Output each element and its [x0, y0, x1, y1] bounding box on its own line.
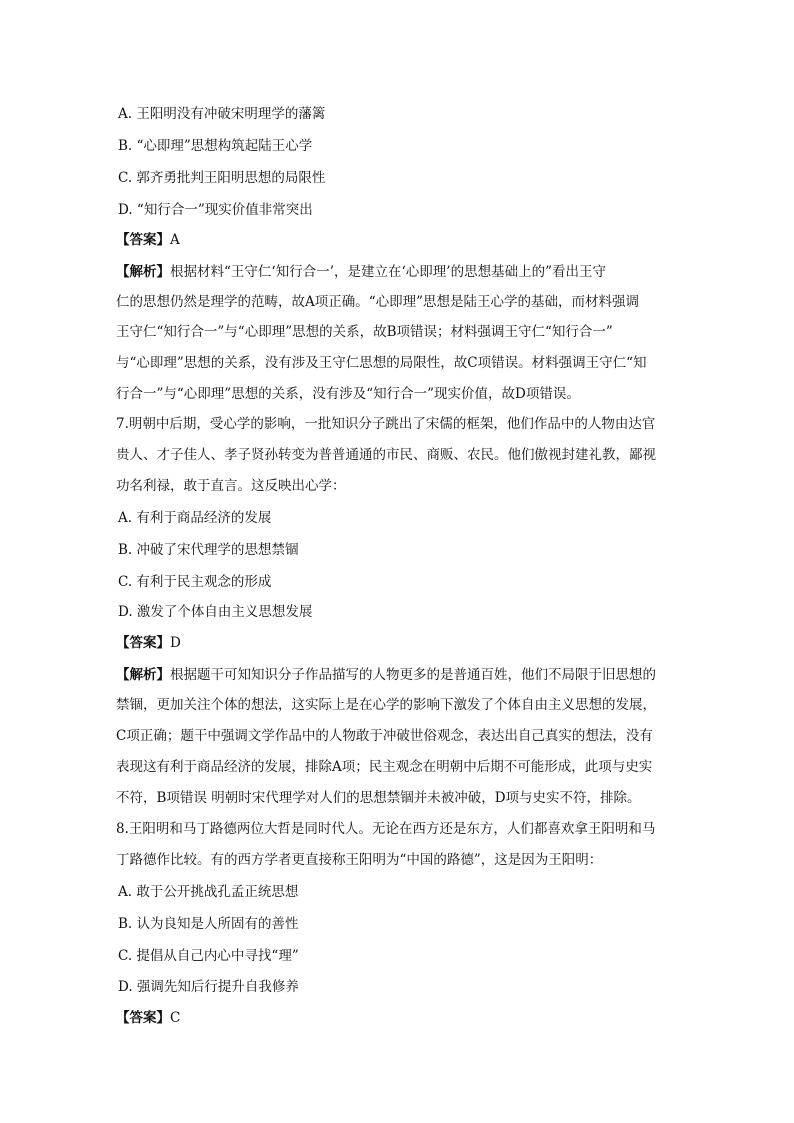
- answer-value: A: [170, 232, 180, 248]
- q7-option-c: C. 有利于民主观念的形成: [118, 574, 272, 590]
- q6-option-d: D. “知行合一”现实价值非常突出: [118, 202, 313, 218]
- q7-option-b: B. 冲破了宋代理学的思想禁锢: [118, 542, 299, 558]
- q8-option-b: B. 认为良知是人所固有的善性: [118, 916, 299, 932]
- q7-analysis-line: 表现这有利于商品经济的发展，排除A项；民主观念在明朝中后期不可能形成，此项与史实: [116, 759, 653, 775]
- q7-stem-line: 贵人、才子佳人、孝子贤孙转变为普普通通的市民、商贩、农民。他们傲视封建礼教，鄙视: [116, 447, 656, 463]
- q6-answer: [116, 230, 676, 250]
- q6-analysis-line: [116, 262, 676, 282]
- q7-option-d: D. 激发了个体自由主义思想发展: [118, 604, 313, 620]
- analysis-text: 根据题干可知知识分子作品描写的人物更多的是普通百姓，他们不局限于旧思想的: [170, 667, 656, 683]
- answer-value: D: [170, 635, 181, 651]
- q8-stem-line: 8.王阳明和马丁路德两位大哲是同时代人。无论在西方还是东方，人们都喜欢拿王阳明和马: [116, 821, 656, 837]
- answer-label: 【答案】: [116, 232, 170, 248]
- q8-option-c: C. 提倡从自己内心中寻找“理”: [118, 948, 299, 964]
- q6-analysis-line: 与“心即理”思想的关系，没有涉及王守仁思想的局限性，故C项错误。材料强调王守仁“知: [116, 355, 647, 371]
- analysis-label: 【解析】: [116, 667, 170, 683]
- q8-option-d: D. 强调先知后行提升自我修养: [118, 979, 299, 995]
- analysis-label: 【解析】: [116, 264, 170, 280]
- answer-label: 【答案】: [116, 1010, 170, 1026]
- answer-label: 【答案】: [116, 635, 170, 651]
- q7-option-a: A. 有利于商品经济的发展: [118, 510, 272, 526]
- q6-option-a: A. 王阳明没有冲破宋明理学的藩篱: [118, 106, 326, 122]
- q7-analysis-line: 不符，B项错误 明朝时宋代理学对人们的思想禁锢并未被冲破，D项与史实不符，排除。: [116, 790, 641, 806]
- q6-option-c: C. 郭齐勇批判王阳明思想的局限性: [118, 170, 326, 186]
- q7-analysis-line: 禁锢，更加关注个体的想法，这实际上是在心学的影响下激发了个体自由主义思想的发展，: [116, 697, 656, 713]
- q8-option-a: A. 敢于公开挑战孔孟正统思想: [118, 884, 299, 900]
- q7-answer: [116, 633, 676, 653]
- answer-value: C: [170, 1010, 181, 1026]
- q8-answer: [116, 1008, 676, 1028]
- q6-option-b: B. “心即理”思想构筑起陆王心学: [118, 138, 313, 154]
- q7-analysis-line: C项正确；题干中强调文学作品中的人物敢于冲破世俗观念，表达出自己真实的想法，没有: [116, 728, 653, 744]
- q6-analysis-line: 仁的思想仍然是理学的范畴，故A项正确。“心即理”思想是陆王心学的基础，而材料强调: [116, 294, 640, 310]
- q6-analysis-line: 王守仁“知行合一”与“心即理”思想的关系，故B项错误；材料强调王守仁“知行合一”: [116, 324, 613, 340]
- q7-analysis-line: [116, 665, 676, 685]
- analysis-text: 根据材料“王守仁‘知行合一’，是建立在‘心即理’的思想基础上的”看出王守: [170, 264, 606, 280]
- q7-stem-line: 功名利禄，敢于直言。这反映出心学：: [116, 478, 346, 494]
- q7-stem-line: 7.明朝中后期，受心学的影响，一批知识分子跳出了宋儒的框架，他们作品中的人物由达官: [116, 416, 656, 432]
- q6-analysis-line: 行合一”与“心即理”思想的关系，没有涉及“知行合一”现实价值，故D项错误。: [116, 386, 580, 402]
- q8-stem-line: 丁路德作比较。有的西方学者更直接称王阳明为“中国的路德”，这是因为王阳明：: [116, 852, 603, 868]
